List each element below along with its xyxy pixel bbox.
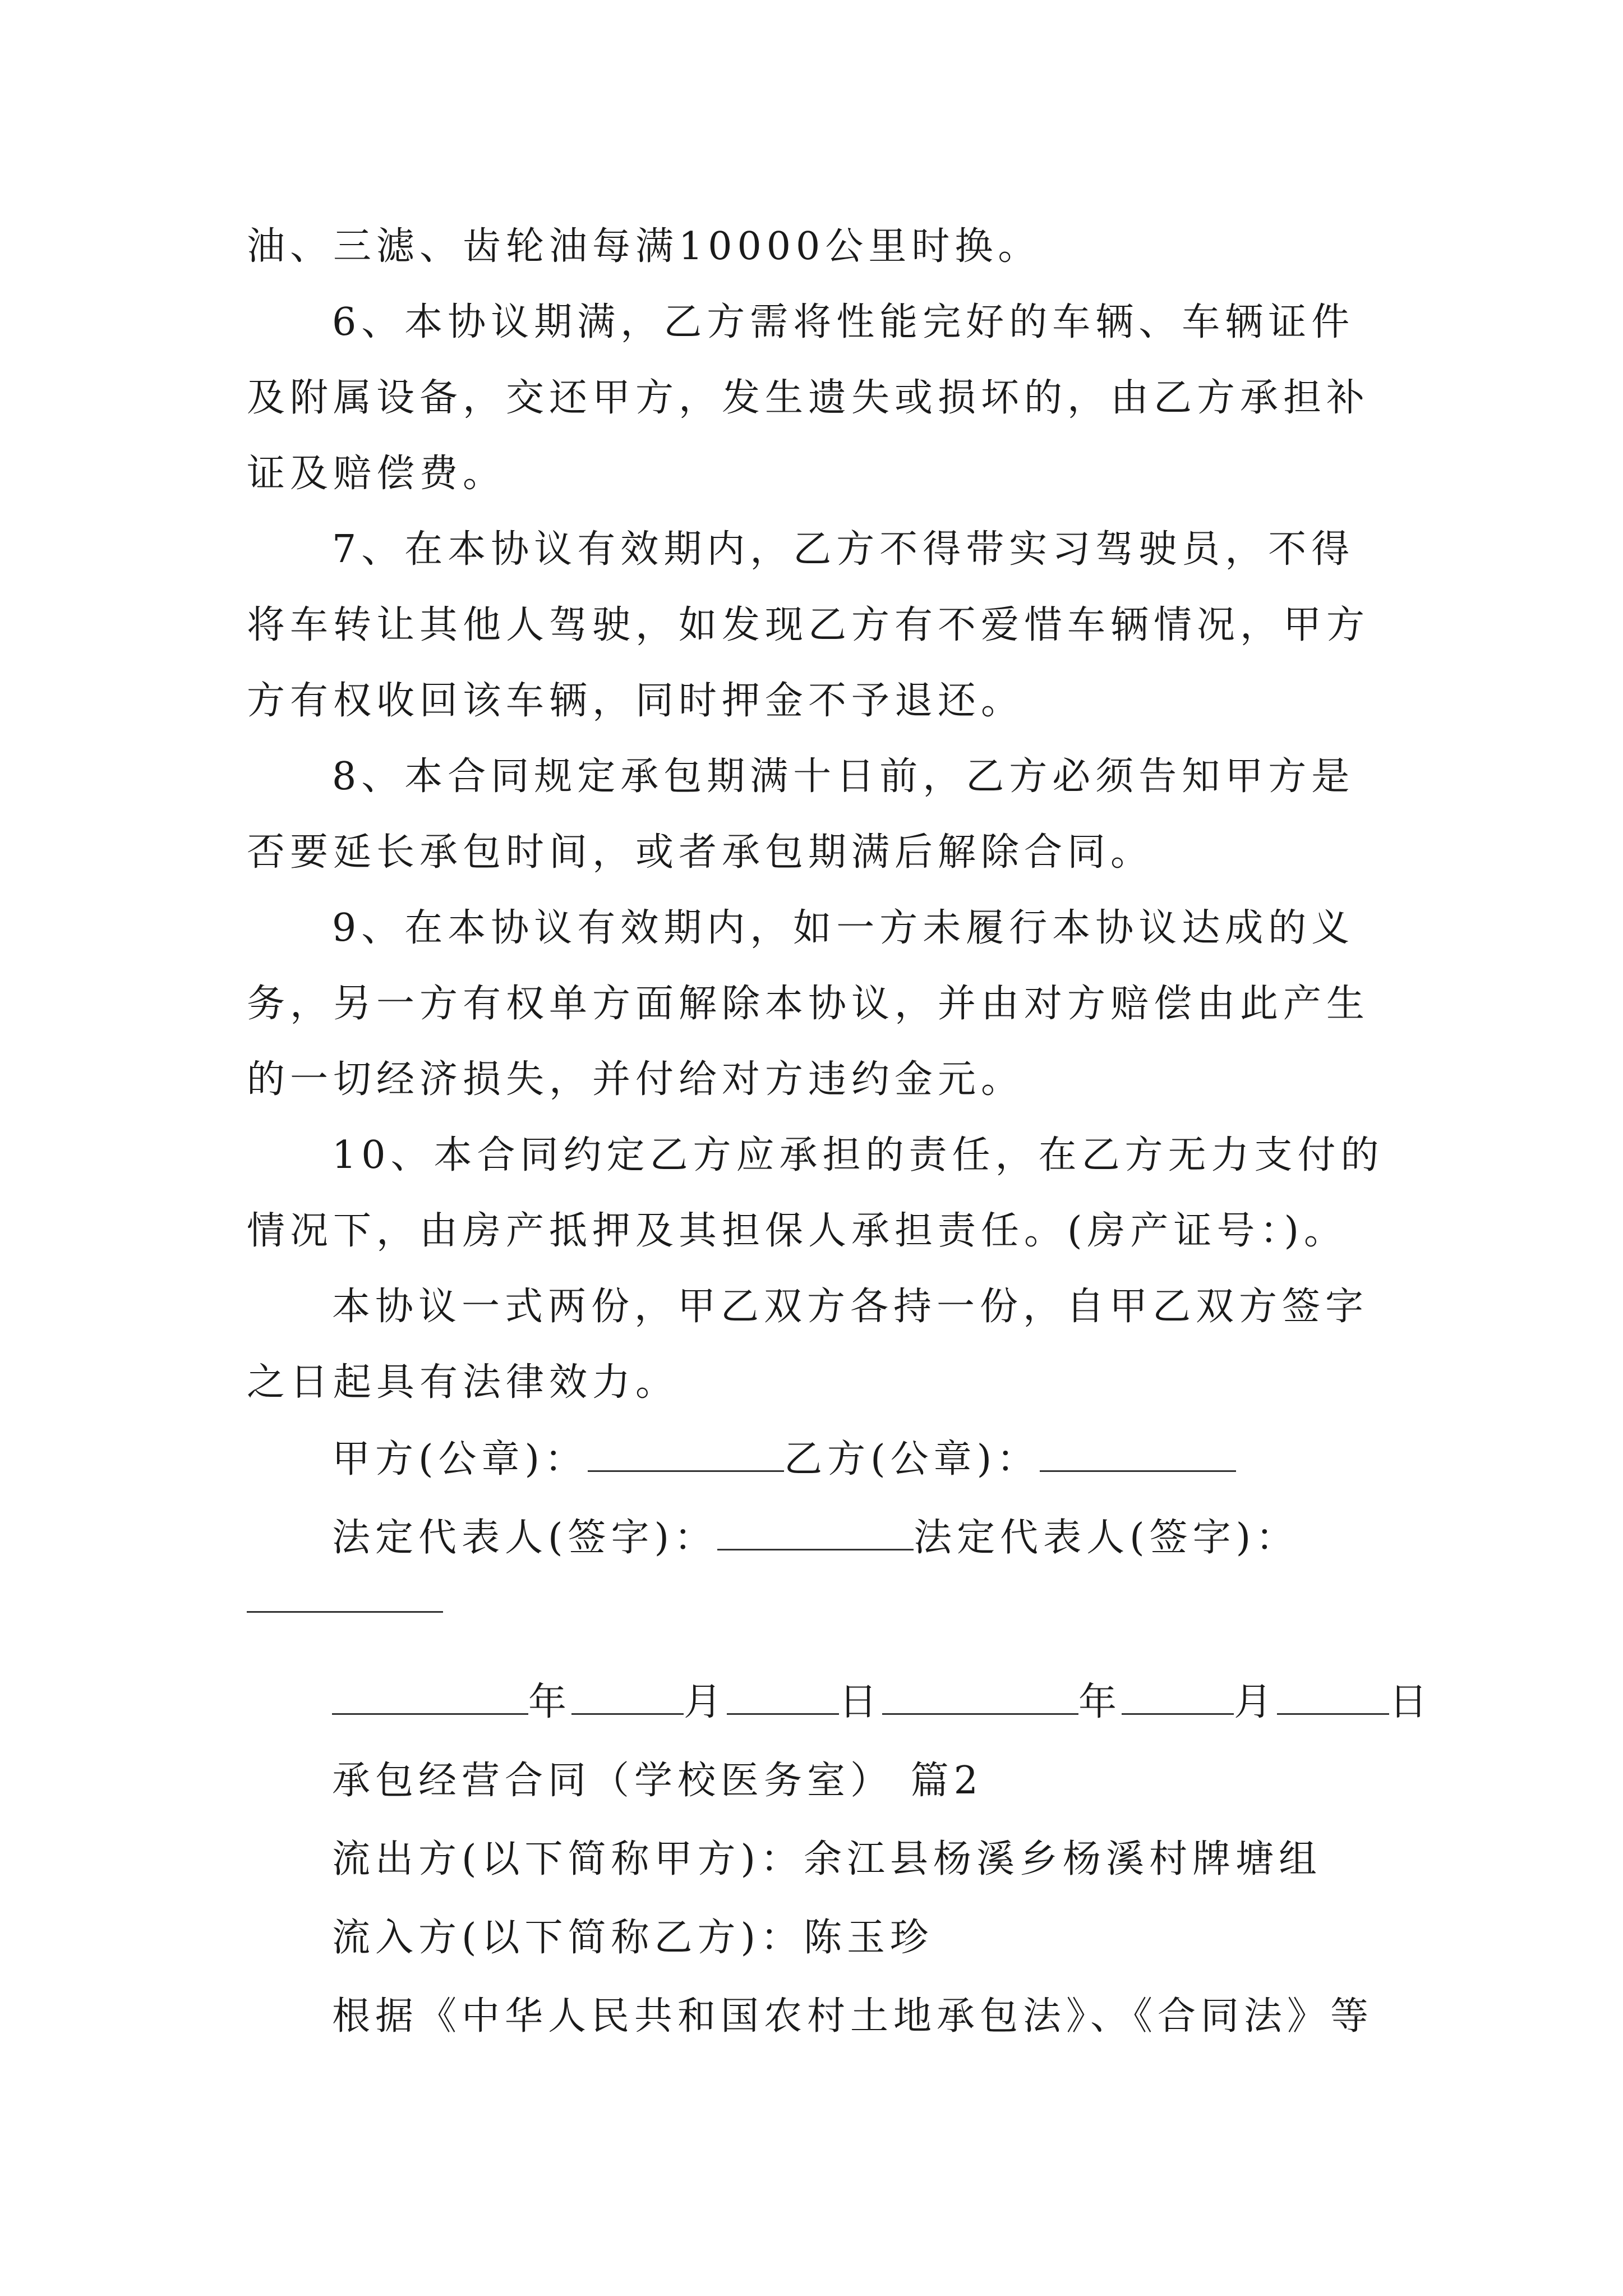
rep-a-blank	[717, 1521, 914, 1550]
paragraph-copies-validity: 本协议一式两份，甲乙双方各持一份，自甲乙双方签字之日起具有法律效力。	[247, 1285, 1369, 1405]
party-b-seal-blank	[1040, 1442, 1236, 1472]
month-a-blank	[571, 1685, 684, 1715]
legal-basis-line: 根据《中华人民共和国农村土地承包法》、《合同法》等	[332, 1994, 1374, 2039]
year-b-blank	[882, 1685, 1078, 1715]
paragraph-clause-7: 7、在本协议有效期内，乙方不得带实习驾驶员，不得将车转让其他人驾驶，如发现乙方有不爱惜车辆情况，甲方方有权收回该车辆，同时押金不予退还。	[247, 527, 1370, 723]
seal-line	[247, 1420, 1385, 1499]
transferor-line: 流出方(以下简称甲方)：余江县杨溪乡杨溪村牌塘组	[332, 1837, 1322, 1881]
party-a-seal-blank	[588, 1442, 784, 1472]
section-2-title: 承包经营合同（学校医务室） 篇2	[332, 1759, 983, 1803]
year-a-label: 年	[528, 1680, 572, 1724]
year-b-label: 年	[1078, 1680, 1122, 1724]
party-a-seal-label: 甲方(公章)：	[332, 1437, 588, 1481]
date-line	[247, 1663, 1433, 1742]
day-b-label: 日	[1389, 1680, 1433, 1724]
month-a-label: 月	[684, 1680, 727, 1724]
day-b-blank	[1277, 1685, 1389, 1715]
rep-b-blank	[247, 1583, 443, 1613]
month-b-blank	[1122, 1685, 1234, 1715]
year-a-blank	[332, 1685, 528, 1715]
rep-b-label: 法定代表人(签字)：	[914, 1516, 1299, 1560]
day-a-label: 日	[839, 1680, 883, 1724]
document-body	[247, 209, 1433, 2056]
transferee-line: 流入方(以下简称乙方)：陈玉珍	[332, 1916, 934, 1960]
paragraph-clause-5-continued: 油、三滤、齿轮油每满10000公里时换。	[247, 224, 1041, 269]
paragraph-clause-6: 6、本协议期满，乙方需将性能完好的车辆、车辆证件及附属设备，交还甲方，发生遗失或损坏的，由乙方承担补证及赔偿费。	[247, 300, 1370, 496]
day-a-blank	[727, 1685, 839, 1715]
paragraph-clause-9: 9、在本协议有效期内，如一方未履行本协议达成的义务，另一方有权单方面解除本协议，并由对方赔偿由此产生的一切经济损失，并付给对方违约金元。	[247, 906, 1370, 1102]
month-b-label: 月	[1234, 1680, 1278, 1724]
party-b-seal-label: 乙方(公章)：	[784, 1437, 1040, 1481]
paragraph-clause-10: 10、本合同约定乙方应承担的责任，在乙方无力支付的情况下，由房产抵押及其担保人承担责任。(房产证号：)。	[247, 1133, 1384, 1253]
rep-a-label: 法定代表人(签字)：	[332, 1516, 718, 1560]
representative-line	[247, 1499, 1385, 1577]
paragraph-clause-8: 8、本合同规定承包期满十日前，乙方必须告知甲方是否要延长承包时间，或者承包期满后解除合同。	[247, 754, 1355, 875]
